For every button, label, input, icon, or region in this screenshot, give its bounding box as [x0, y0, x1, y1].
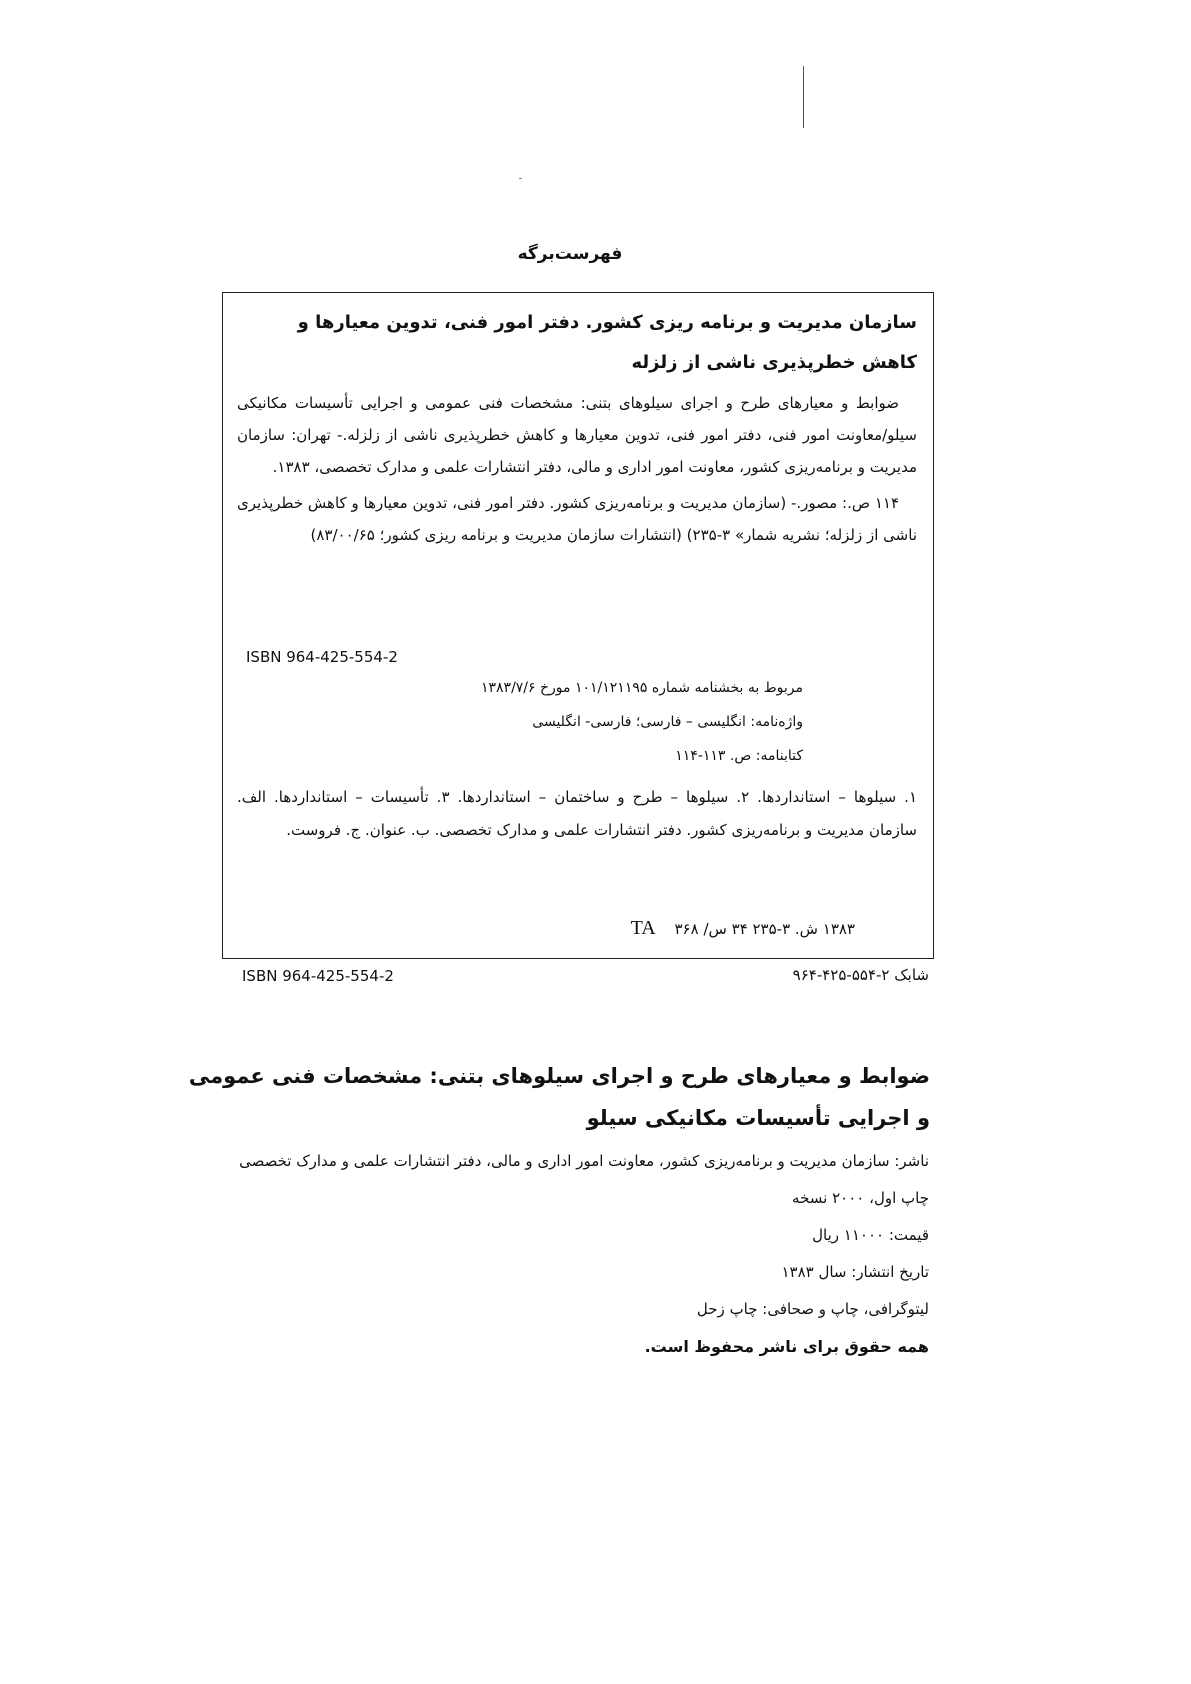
- imprint-printing: لیتوگرافی، چاپ و صحافی: چاپ زحل: [696, 1300, 929, 1318]
- imprint-block: [239, 1143, 929, 1365]
- note-glossary: واژه‌نامه: انگلیسی – فارسی؛ فارسی- انگلیسی: [532, 714, 803, 730]
- book-title: ضوابط و معیارهای طرح و اجرای سیلوهای بتنی: مشخصات فنی عمومی و اجرایی تأسیسات مکانیکی سیلو: [188, 1064, 930, 1130]
- imprint-edition: چاپ اول، ۲۰۰۰ نسخه: [792, 1189, 929, 1207]
- cip-classification: [631, 917, 855, 940]
- cip-heading: سازمان مدیریت و برنامه ریزی کشور. دفتر امور فنی، تدوین معیارها و کاهش خطرپذیری ناشی از زلزله: [297, 312, 917, 373]
- imprint-date: تاریخ انتشار: سال ۱۳۸۳: [781, 1263, 929, 1281]
- classification-number: ۱۳۸۳ ش. ۳-۲۳۵ ۳۴ س/ ۳۶۸: [674, 920, 855, 938]
- classification-ta: TA: [630, 917, 656, 939]
- note-circular: مربوط به بخشنامه شماره ۱۰۱/۱۲۱۱۹۵ مورخ ۱۳۸۳/۷/۶: [480, 680, 803, 696]
- cip-subjects: ۱. سیلوها – استانداردها. ۲. سیلوها – طرح و ساختمان – استانداردها. ۳. تأسیسات – استانداردها. الف. سازمان مدیریت و برنامه‌ریزی کشور. دفتر انتشارات علمی و مدارک تخصصی. ب. عنوان. ج. فروست.: [237, 788, 918, 839]
- scan-mark-line: [803, 66, 804, 128]
- cip-title: فهرست‌برگه: [517, 244, 623, 264]
- scan-mark-dot: [519, 178, 522, 179]
- imprint-price: قیمت: ۱۱۰۰۰ ریال: [812, 1226, 929, 1244]
- imprint-publisher: ناشر: سازمان مدیریت و برنامه‌ریزی کشور، معاونت امور اداری و مالی، دفتر انتشارات علمی و مدارک تخصصی: [239, 1152, 929, 1170]
- cip-text-block: [237, 303, 917, 551]
- cip-description: ضوابط و معیارهای طرح و اجرای سیلوهای بتنی: مشخصات فنی عمومی و اجرایی تأسیسات مکانیکی سیلو/معاونت امور فنی، دفتر امور فنی، تدوین معیارها و کاهش خطرپذیری ناشی از زلزله.- تهران: سازمان مدیریت و برنامه‌ریزی کشور، معاونت امور اداری و مالی، دفتر انتشارات علمی و مدارک تخصصی، ۱۳۸۳.: [237, 394, 917, 476]
- isbn-latin: ISBN 964-425-554-2: [242, 967, 394, 985]
- cip-series-note: ۱۱۴ ص.: مصور.- (سازمان مدیریت و برنامه‌ریزی کشور. دفتر امور فنی، تدوین معیارها و کاهش خطرپذیری ناشی از زلزله؛ نشریه شمار» ۳-۲۳۵) (انتشارات سازمان مدیریت و برنامه ریزی کشور؛ ۸۳/۰۰/۶۵): [237, 494, 917, 544]
- note-bibliography: کتابنامه: ص. ۱۱۳-۱۱۴: [675, 748, 803, 764]
- cip-isbn: ISBN 964-425-554-2: [246, 648, 398, 666]
- imprint-rights: همه حقوق برای ناشر محفوظ است.: [644, 1337, 929, 1356]
- cip-record-box: [222, 292, 934, 959]
- isbn-persian: شابک ۲-۵۵۴-۴۲۵-۹۶۴: [792, 966, 929, 984]
- cip-notes: [481, 671, 803, 773]
